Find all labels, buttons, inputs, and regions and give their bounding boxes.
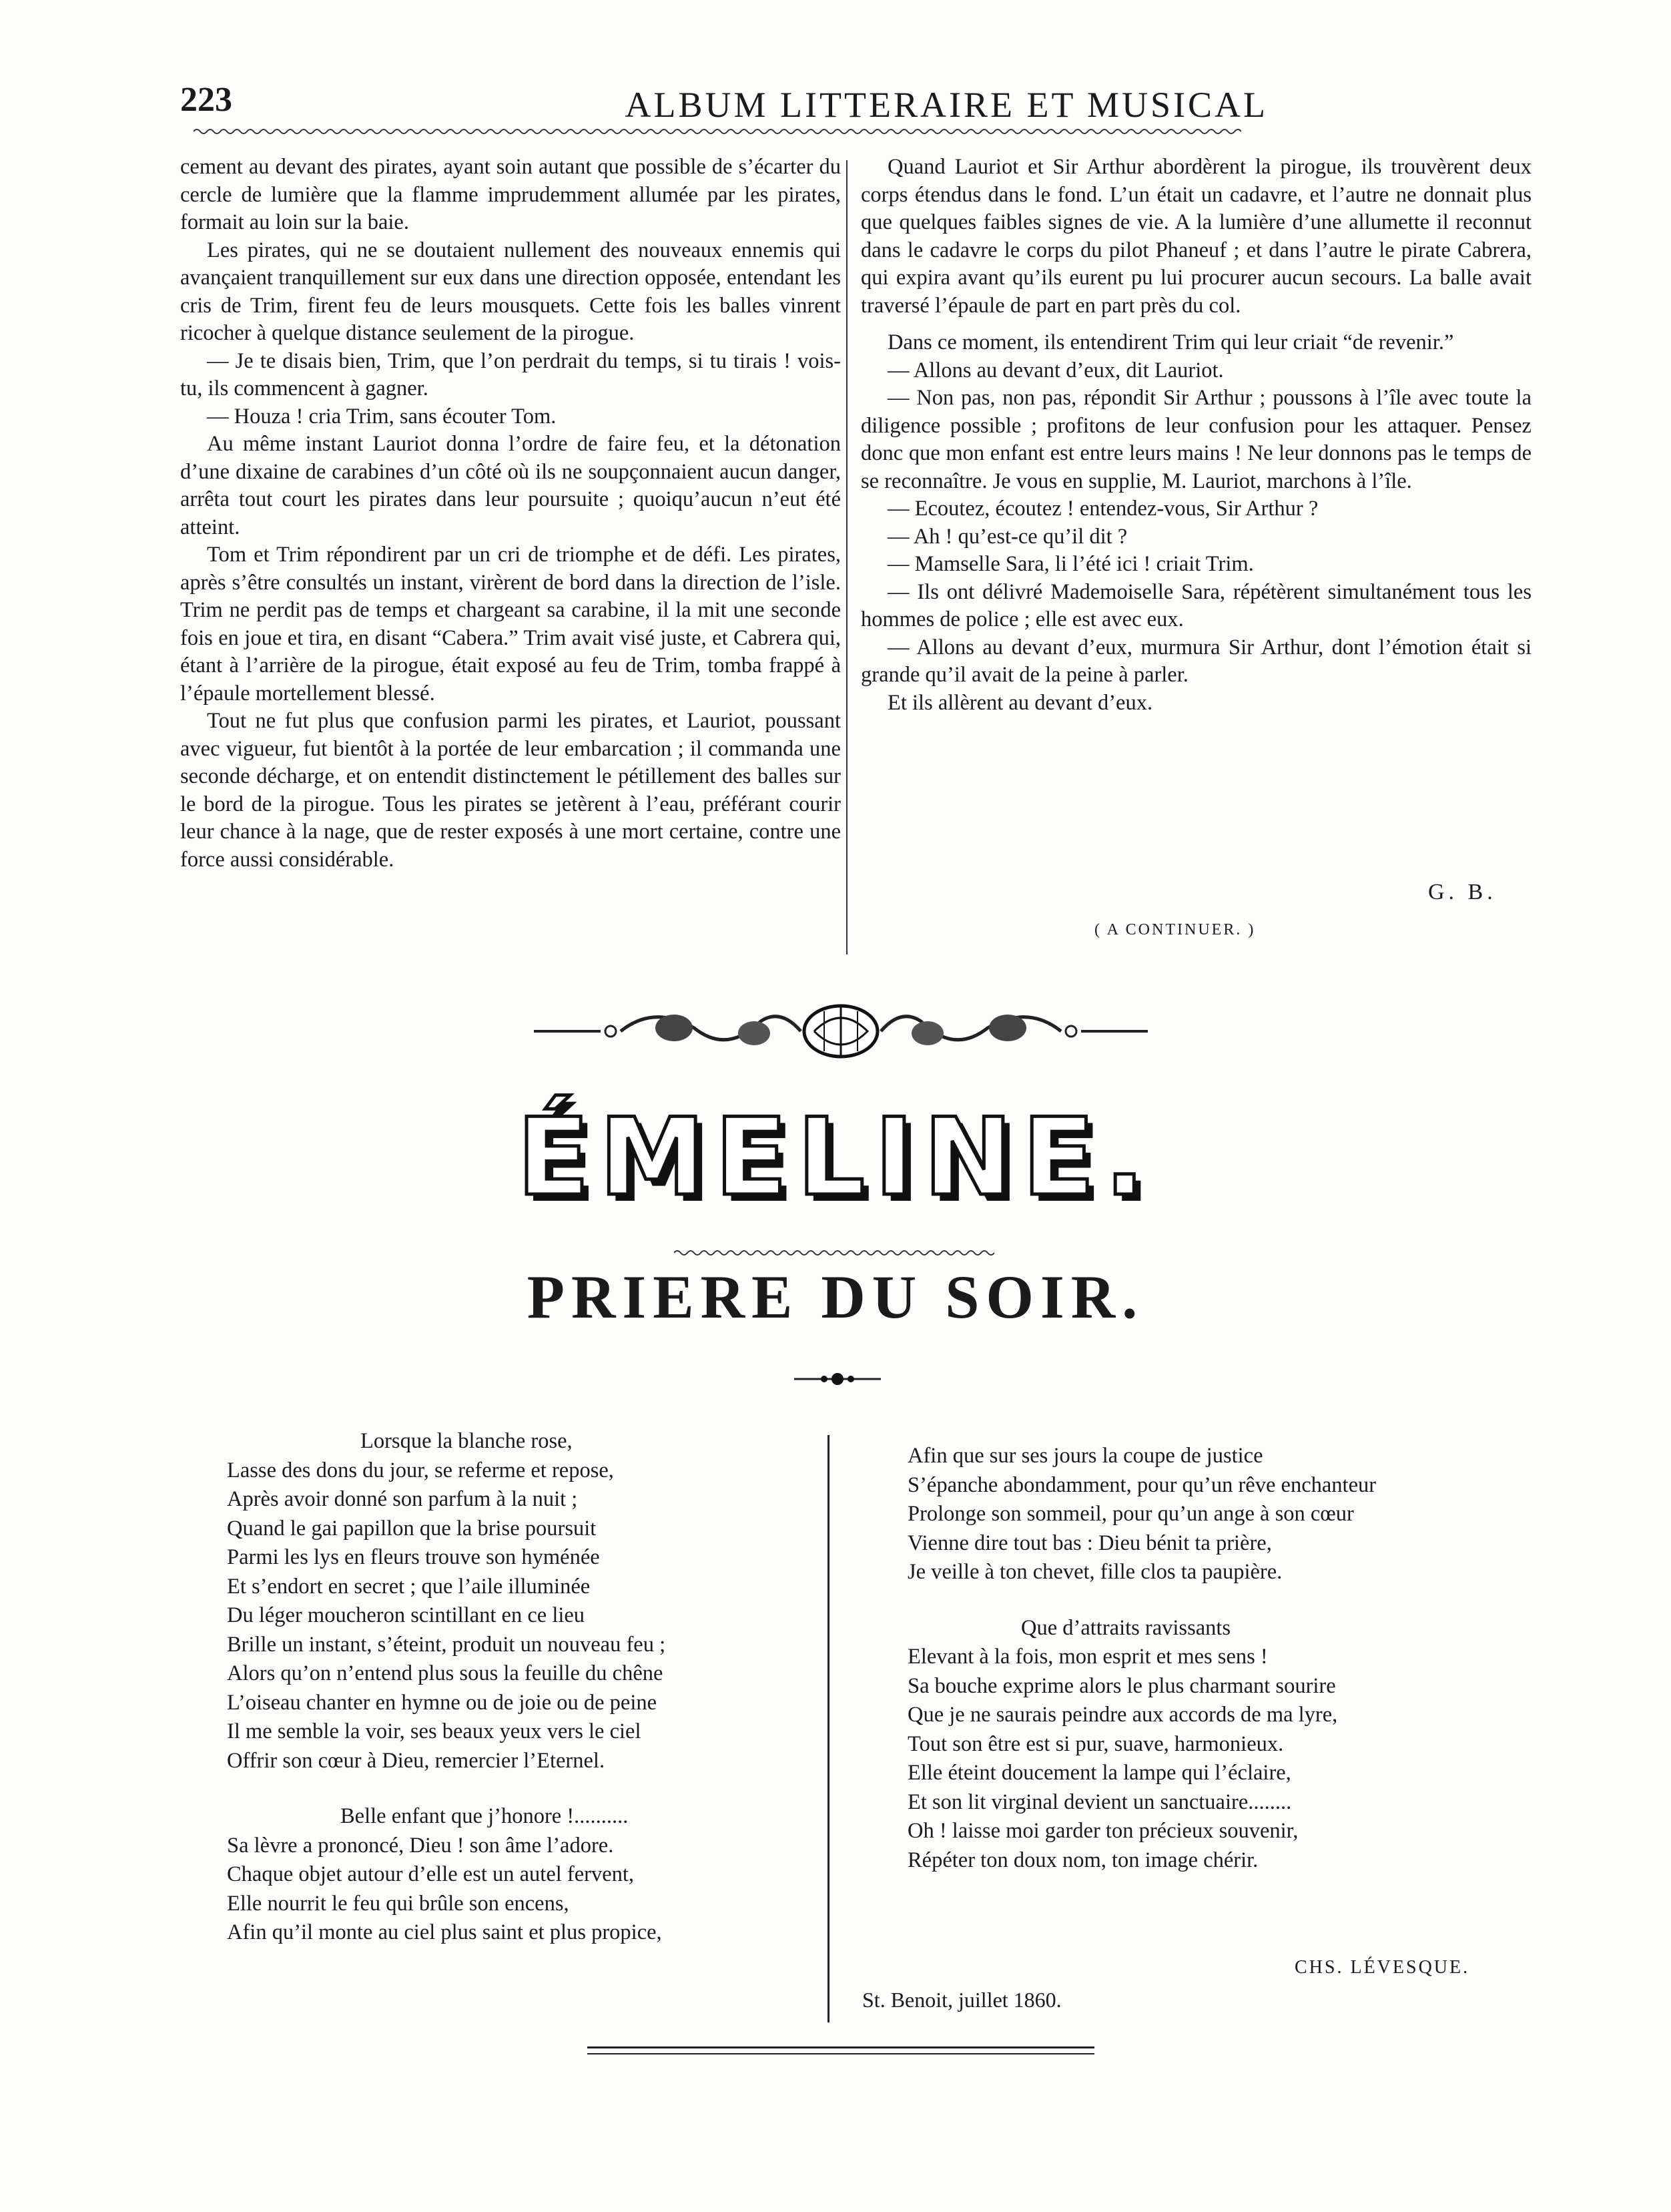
paragraph: cement au devant des pirates, ayant soin autant que possible de s’écarter du cercle de lumière que la flamme imprudemment allumée par les pirates, formait au loin sur la baie. bbox=[180, 155, 841, 234]
paragraph: — Houza ! cria Trim, sans écouter Tom. bbox=[207, 404, 557, 429]
verse-line: Tout son être est si pur, suave, harmonieux. bbox=[908, 1731, 1284, 1756]
verse-line: Sa bouche exprime alors le plus charmant sourire bbox=[908, 1673, 1336, 1698]
poem-column-left bbox=[227, 1427, 827, 1974]
verse-line: Elevant à la fois, mon esprit et mes sens ! bbox=[908, 1645, 1268, 1669]
verse-line: Répéter ton doux nom, ton image chérir. bbox=[908, 1848, 1259, 1872]
verse-line: Oh ! laisse moi garder ton précieux souvenir, bbox=[908, 1819, 1299, 1843]
verse-line: Lasse des dons du jour, se referme et repose, bbox=[227, 1458, 614, 1482]
verse-line: Afin que sur ses jours la coupe de justice bbox=[908, 1444, 1263, 1468]
verse-line: Quand le gai papillon que la brise poursuit bbox=[227, 1516, 597, 1541]
closing-rule bbox=[587, 2046, 1094, 2048]
paragraph: Les pirates, qui ne se doutaient nullement des nouveaux ennemis qui avançaient tranquillement sur eux dans une direction opposée, entendant les cris de Trim, firent feu de leurs mousquets. Cette fois les balles vinrent ricocher à quelque distance seulement de la pirogue. bbox=[180, 238, 841, 345]
poem-author: CHS. LÉVESQUE. bbox=[1295, 1957, 1470, 1978]
running-title: ALBUM LITTERAIRE ET MUSICAL bbox=[625, 85, 1268, 125]
verse-line: Elle éteint doucement la lampe qui l’éclaire, bbox=[908, 1761, 1291, 1785]
poem-dateline: St. Benoit, juillet 1860. bbox=[862, 1988, 1062, 2012]
verse-line: Vienne dire tout bas : Dieu bénit ta prière, bbox=[908, 1531, 1272, 1555]
poem-column-divider bbox=[827, 1435, 829, 2022]
verse-line: Lorsque la blanche rose, bbox=[360, 1429, 573, 1453]
poem-title: ÉMELINE. bbox=[517, 1095, 1154, 1219]
stanza bbox=[227, 1802, 827, 1948]
poem-column-right bbox=[908, 1442, 1508, 1902]
verse-line: Prolonge son sommeil, pour qu’un ange à son cœur bbox=[908, 1502, 1354, 1526]
verse-line: Je veille à ton chevet, fille clos ta paupière. bbox=[908, 1560, 1283, 1584]
paragraph: Tom et Trim répondirent par un cri de triomphe et de défi. Les pirates, après s’être consultés un instant, virèrent de bord dans la direction de l’isle. Trim ne perdit pas de temps et chargeant sa carabine, il la mit une seconde fois en joue et tira, en disant “Cabera.” Trim avait visé juste, et Cabrera qui, étant à l’arrière de la pirogue, était exposé au feu de Trim, tomba frappé à l’épaule mortellement blessé. bbox=[180, 543, 841, 706]
paragraph: — Ecoutez, écoutez ! entendez-vous, Sir Arthur ? bbox=[888, 497, 1319, 521]
paragraph: — Non pas, non pas, répondit Sir Arthur ; poussons à l’île avec toute la diligence possible ; profitons de leur confusion pour les attaquer. Pensez donc que mon enfant est entre leurs mains ! Ne leur donnons pas le temps de se reconnaître. Je vous en supplie, M. Lauriot, marchons à l’île. bbox=[861, 386, 1532, 493]
paragraph: — Mamselle Sara, li l’été ici ! criait Trim. bbox=[888, 552, 1254, 576]
page-header bbox=[180, 80, 1268, 133]
stanza bbox=[908, 1442, 1508, 1587]
verse-line: Chaque objet autour d’elle est un autel fervent, bbox=[227, 1862, 635, 1886]
decorative-ornament bbox=[534, 1001, 1148, 1061]
verse-line: Et son lit virginal devient un sanctuaire........ bbox=[908, 1789, 1292, 1814]
paragraph: — Je te disais bien, Trim, que l’on perdrait du temps, si tu tirais ! vois-tu, ils commencent à gagner. bbox=[180, 348, 841, 400]
stanza bbox=[227, 1427, 827, 1775]
closing-rule bbox=[587, 2053, 1094, 2054]
verse-line: Après avoir donné son parfum à la nuit ; bbox=[227, 1487, 578, 1511]
verse-line: Il me semble la voir, ses beaux yeux vers le ciel bbox=[227, 1719, 641, 1743]
column-divider bbox=[846, 160, 848, 954]
continued-note: ( A CONTINUER. ) bbox=[1094, 921, 1256, 938]
verse-line: Parmi les lys en fleurs trouve son hyménée bbox=[227, 1545, 600, 1569]
story-column-left bbox=[180, 154, 841, 874]
verse-line: Sa lèvre a prononcé, Dieu ! son âme l’adore. bbox=[227, 1833, 614, 1858]
paragraph: — Ils ont délivré Mademoiselle Sara, répétèrent simultanément tous les hommes de police ; elle est avec eux. bbox=[861, 579, 1532, 631]
verse-line: Afin qu’il monte au ciel plus saint et plus propice, bbox=[227, 1920, 662, 1944]
story-signature: G. B. bbox=[1428, 880, 1497, 904]
small-ornament bbox=[794, 1372, 881, 1386]
verse-line: L’oiseau chanter en hymne ou de joie ou de peine bbox=[227, 1690, 657, 1715]
verse-line: Que je ne saurais peindre aux accords de ma lyre, bbox=[908, 1703, 1338, 1727]
verse-line: Et s’endort en secret ; que l’aile illuminée bbox=[227, 1574, 591, 1599]
verse-line: Elle nourrit le feu qui brûle son encens, bbox=[227, 1891, 569, 1916]
paragraph: Tout ne fut plus que confusion parmi les pirates, et Lauriot, poussant avec vigueur, fut bientôt à la portée de leur embarcation ; il commanda une seconde décharge, et on entendit distinctement le pétillement des balles sur le bord de la pirogue. Tous les pirates se jetèrent à l’eau, préférant courir leur chance à la nage, que de rester exposés à une mort certaine, contre une force aussi considérable. bbox=[180, 709, 841, 872]
stanza bbox=[908, 1614, 1508, 1876]
paragraph: — Allons au devant d’eux, dit Lauriot. bbox=[888, 358, 1224, 382]
story-column-right bbox=[861, 154, 1532, 717]
verse-line: Belle enfant que j’honore !.......... bbox=[340, 1804, 629, 1828]
verse-line: S’épanche abondamment, pour qu’un rêve enchanteur bbox=[908, 1472, 1377, 1497]
poem-subtitle: PRIERE DU SOIR. bbox=[527, 1263, 1144, 1331]
verse-line: Du léger moucheron scintillant en ce lieu bbox=[227, 1603, 585, 1627]
paragraph: — Ah ! qu’est-ce qu’il dit ? bbox=[888, 524, 1128, 549]
paragraph: Dans ce moment, ils entendirent Trim qui leur criait “de revenir.” bbox=[888, 330, 1454, 354]
verse-line: Que d’attraits ravissants bbox=[1021, 1615, 1231, 1640]
title-wavy-rule bbox=[674, 1248, 994, 1258]
verse-line: Brille un instant, s’éteint, produit un nouveau feu ; bbox=[227, 1632, 666, 1657]
header-wavy-rule bbox=[194, 127, 1241, 136]
page-number: 223 bbox=[180, 81, 232, 119]
paragraph: — Allons au devant d’eux, murmura Sir Arthur, dont l’émotion était si grande qu’il avait de la peine à parler. bbox=[861, 635, 1532, 687]
paragraph: Quand Lauriot et Sir Arthur abordèrent la pirogue, ils trouvèrent deux corps étendus dans le fond. L’un était un cadavre, et l’autre ne donnait plus que quelques faibles signes de vie. A la lumière d’une allumette il reconnut dans le cadavre le corps du pilot Phaneuf ; et dans l’autre le pirate Cabrera, qui expira avant qu’ils eurent pu lui procurer aucun secours. La balle avait traversé l’épaule de part en part près du col. bbox=[861, 155, 1532, 318]
verse-line: Alors qu’on n’entend plus sous la feuille du chêne bbox=[227, 1661, 663, 1685]
paragraph: Au même instant Lauriot donna l’ordre de faire feu, et la détonation d’une dixaine de carabines d’un côté où ils ne soupçonnaient aucun danger, arrêta tout court les pirates dans leur poursuite ; quoiqu’aucun n’eut été atteint. bbox=[180, 432, 841, 539]
verse-line: Offrir son cœur à Dieu, remercier l’Eternel. bbox=[227, 1748, 605, 1773]
paragraph: Et ils allèrent au devant d’eux. bbox=[888, 690, 1153, 715]
